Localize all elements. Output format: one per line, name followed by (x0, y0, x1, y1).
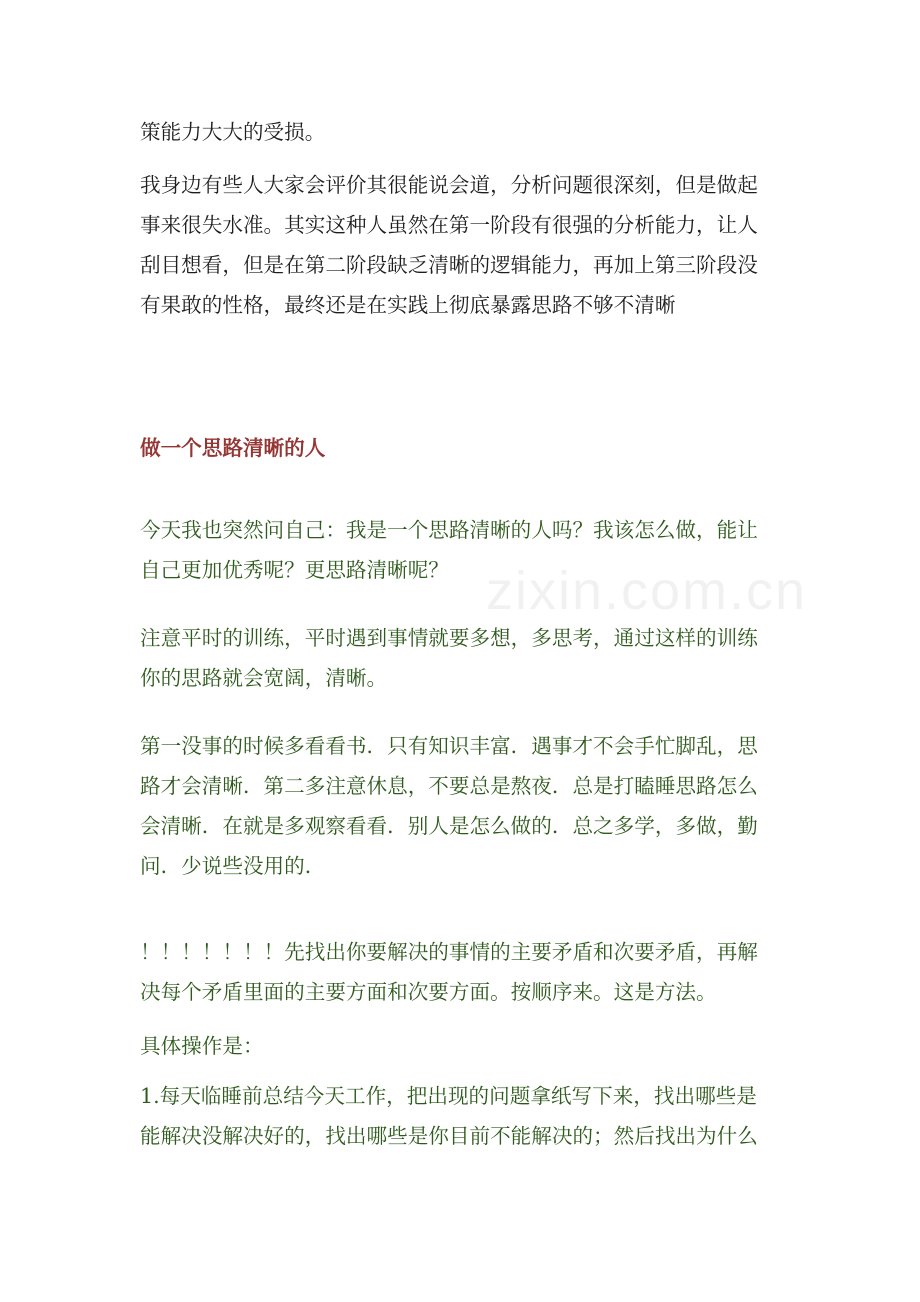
text-line: 第一没事的时候多看看书．只有知识丰富．遇事才不会手忙脚乱，思 (140, 734, 758, 758)
text-line: 自己更加优秀呢？更思路清晰呢？ (140, 558, 449, 582)
body-paragraph-1 (140, 510, 784, 590)
text-line: 1.每天临睡前总结今天工作，把出现的问题拿纸写下来，找出哪些是 (140, 1084, 757, 1108)
text-line: 有果敢的性格，最终还是在实践上彻底暴露思路不够不清晰 (140, 293, 676, 317)
text-line: 刮目想看，但是在第二阶段缺乏清晰的逻辑能力，再加上第三阶段没 (140, 253, 758, 277)
text-line: 路才会清晰．第二多注意休息，不要总是熬夜．总是打瞌睡思路怎么 (140, 774, 758, 798)
intro-paragraph-1 (140, 112, 784, 152)
body-paragraph-6 (140, 1076, 784, 1156)
body-paragraph-2 (140, 618, 784, 698)
text-line: 决每个矛盾里面的主要方面和次要方面。按顺序来。这是方法。 (140, 980, 717, 1004)
text-line: 你的思路就会宽阔，清晰。 (140, 666, 388, 690)
text-line: ！！！！！！！先找出你要解决的事情的主要矛盾和次要矛盾，再解 (140, 940, 758, 964)
body-paragraph-4 (140, 932, 784, 1012)
text-line: 问．少说些没用的． (140, 854, 326, 878)
text-line: 能解决没解决好的，找出哪些是你目前不能解决的；然后找出为什么 (140, 1124, 758, 1148)
watermark: zixin.com.cn (486, 561, 808, 621)
body-paragraph-3 (140, 726, 784, 886)
intro-paragraph-2 (140, 165, 784, 325)
text-line: 事来很失水准。其实这种人虽然在第一阶段有很强的分析能力，让人 (140, 213, 758, 237)
text-line: 策能力大大的受损。 (140, 120, 326, 144)
section-heading: 做一个思路清晰的人 (140, 436, 326, 460)
body-paragraph-5 (140, 1026, 784, 1066)
text-line: 我身边有些人大家会评价其很能说会道，分析问题很深刻，但是做起 (140, 173, 758, 197)
text-line: 会清晰．在就是多观察看看．别人是怎么做的．总之多学，多做，勤 (140, 814, 758, 838)
text-line: 今天我也突然问自己：我是一个思路清晰的人吗？我该怎么做，能让 (140, 518, 758, 542)
text-line: 注意平时的训练，平时遇到事情就要多想，多思考，通过这样的训练 (140, 626, 758, 650)
text-line: 具体操作是： (140, 1034, 264, 1058)
